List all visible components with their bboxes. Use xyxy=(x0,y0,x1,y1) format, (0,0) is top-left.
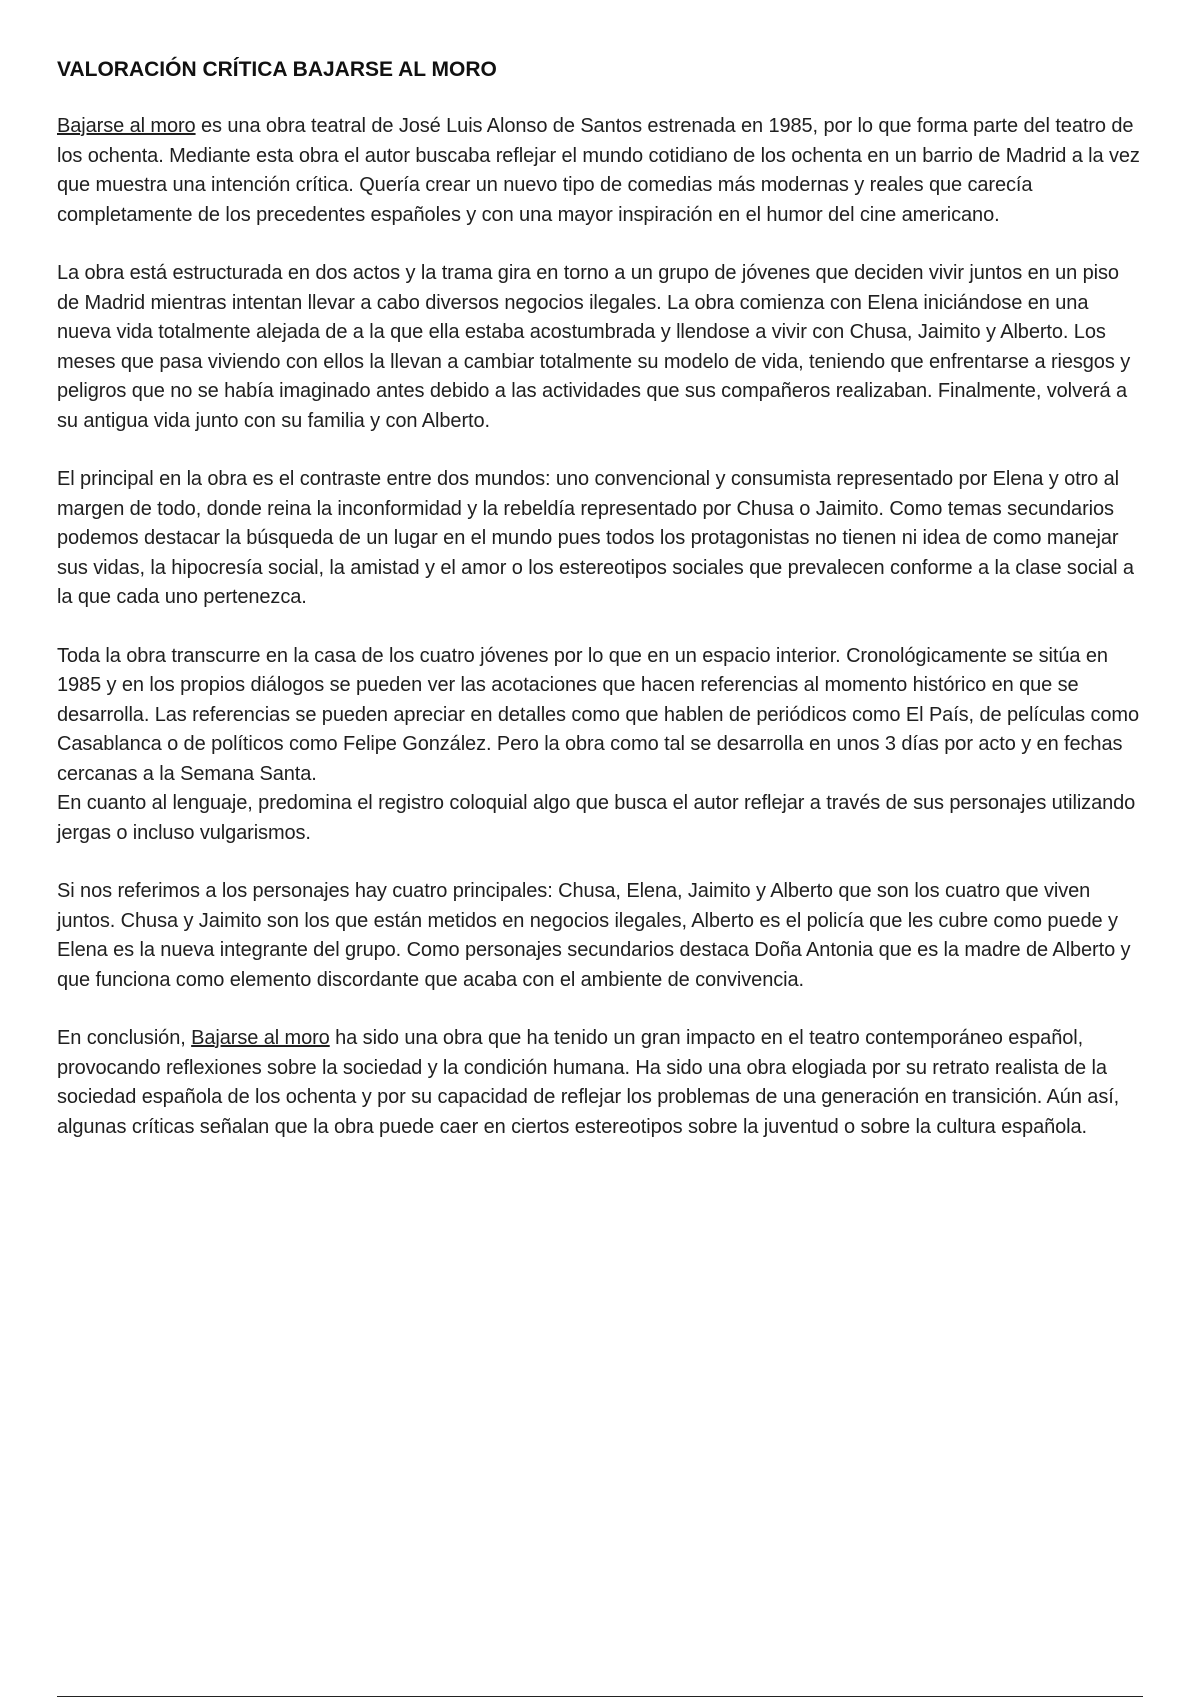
paragraph-text: ha sido una obra que ha tenido un gran impacto en el teatro contemporáneo español, provocando reflexiones sobre la sociedad y la condición humana. Ha sido una obra elogiada por su retrato realista de la sociedad española de los ochenta y por su capacidad de reflejar los problemas de una generación en transición. Aún así, algunas críticas señalan que la obra puede caer en ciertos estereotipos sobre la juventud o sobre la cultura española. xyxy=(57,1027,1120,1138)
work-title-underlined: Bajarse al moro xyxy=(191,1027,330,1049)
paragraph-conclusion xyxy=(57,1024,1145,1142)
paragraph-introduction xyxy=(57,112,1145,230)
paragraph-prefix: En conclusión, xyxy=(57,1027,192,1049)
paragraph-language: En cuanto al lenguaje, predomina el registro coloquial algo que busca el autor reflejar a través de sus personajes utilizando jergas o incluso vulgarismos. xyxy=(57,792,1136,844)
document-body xyxy=(57,55,1145,1171)
paragraph-themes: El principal en la obra es el contraste entre dos mundos: uno convencional y consumista representado por Elena y otro al margen de todo, donde reina la inconformidad y la rebeldía representado por Chusa o Jaimito. Como temas secundarios podemos destacar la búsqueda de un lugar en el mundo pues todos los protagonistas no tienen ni idea de como manejar sus vidas, la hipocresía social, la amistad y el amor o los estereotipos sociales que prevalecen conforme a la clase social a la que cada uno pertenezca. xyxy=(57,468,1134,608)
document-title: VALORACIÓN CRÍTICA BAJARSE AL MORO xyxy=(57,58,497,81)
footer-divider xyxy=(57,1696,1143,1697)
paragraph-text: es una obra teatral de José Luis Alonso de Santos estrenada en 1985, por lo que forma parte del teatro de los ochenta. Mediante esta obra el autor buscaba reflejar el mundo cotidiano de los ochenta en un barrio de Madrid a la vez que muestra una intención crítica. Quería crear un nuevo tipo de comedias más modernas y reales que carecía completamente de los precedentes españoles y con una mayor inspiración en el humor del cine americano. xyxy=(57,115,1140,226)
paragraph-setting: Toda la obra transcurre en la casa de los cuatro jóvenes por lo que en un espacio interior. Cronológicamente se sitúa en 1985 y en los propios diálogos se pueden ver las acotaciones que hacen referencias al momento histórico en que se desarrolla. Las referencias se pueden apreciar en detalles como que hablen de periódicos como El País, de películas como Casablanca o de políticos como Felipe González. Pero la obra como tal se desarrolla en unos 3 días por acto y en fechas cercanas a la Semana Santa. xyxy=(57,644,1139,785)
paragraph-characters: Si nos referimos a los personajes hay cuatro principales: Chusa, Elena, Jaimito y Alberto que son los cuatro que viven juntos. Chusa y Jaimito son los que están metidos en negocios ilegales, Alberto es el policía que les cubre como puede y Elena es la nueva integrante del grupo. Como personajes secundarios destaca Doña Antonia que es la madre de Alberto y que funciona como elemento discordante que acaba con el ambiente de convivencia. xyxy=(57,880,1131,991)
paragraph-plot: La obra está estructurada en dos actos y la trama gira en torno a un grupo de jóvenes que deciden vivir juntos en un piso de Madrid mientras intentan llevar a cabo diversos negocios ilegales. La obra comienza con Elena iniciándose en una nueva vida totalmente alejada de a la que ella estaba acostumbrada y llendose a vivir con Chusa, Jaimito y Alberto. Los meses que pasa viviendo con ellos la llevan a cambiar totalmente su modelo de vida, teniendo que enfrentarse a riesgos y peligros que no se había imaginado antes debido a las actividades que sus compañeros realizaban. Finalmente, volverá a su antigua vida junto con su familia y con Alberto. xyxy=(57,262,1131,432)
work-title-underlined: Bajarse al moro xyxy=(57,115,196,137)
